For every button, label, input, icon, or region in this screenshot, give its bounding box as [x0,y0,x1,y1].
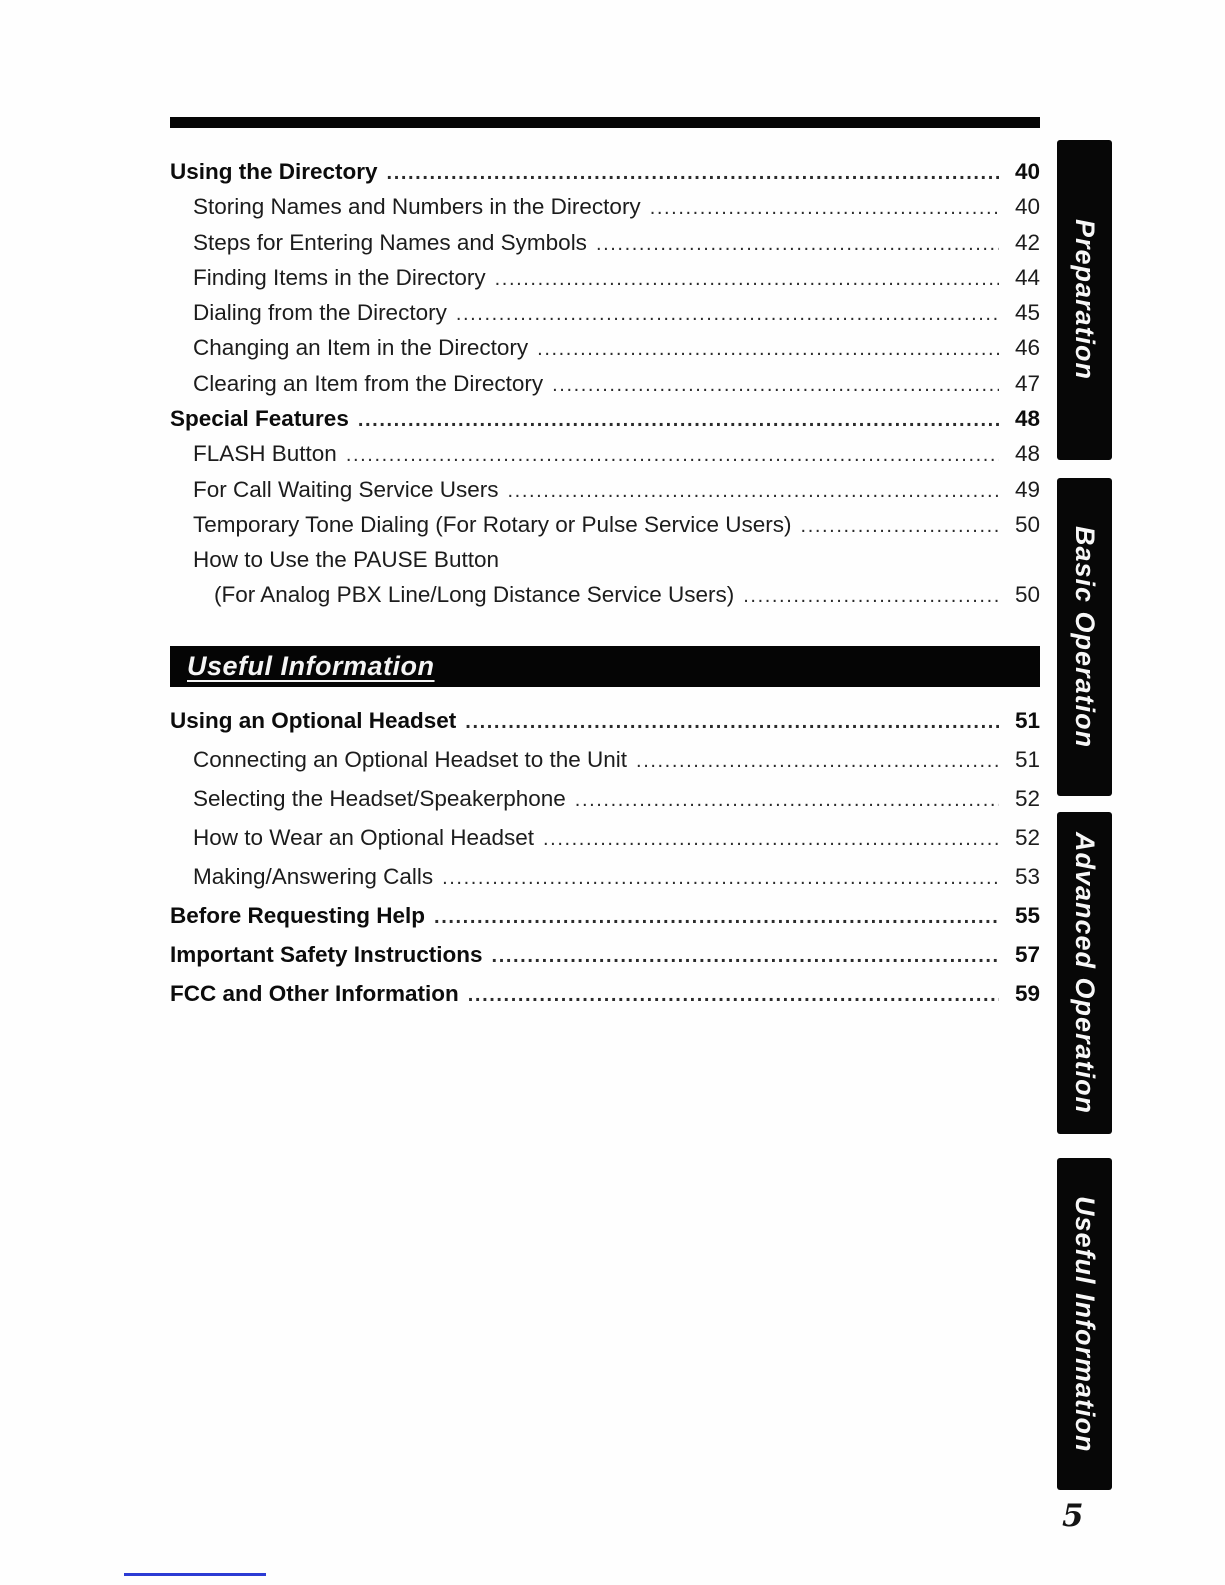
toc-entry-title: Making/Answering Calls [193,863,434,889]
toc-entry [170,261,1040,296]
dot-leader [495,262,999,296]
toc-entry [170,819,1040,858]
toc-entry-title: FCC and Other Information [170,980,459,1006]
dot-leader [596,227,999,261]
dot-leader [468,977,999,1014]
toc-entry-title: Changing an Item in the Directory [193,335,529,361]
dot-leader [650,191,999,225]
side-tab-useful-information [1057,1158,1112,1490]
toc-entry-title: Before Requesting Help [170,902,426,928]
side-tab-preparation [1057,140,1112,460]
dot-leader [801,509,999,543]
toc-entry-title: Finding Items in the Directory [193,264,486,290]
toc-entry-page: 42 [1014,229,1040,255]
side-tab-label: Useful Information [1070,1195,1100,1453]
toc-entry [170,741,1040,780]
dot-leader [636,743,999,780]
toc-entry-title: Using the Directory [170,159,378,184]
toc-entry-page: 59 [1014,980,1040,1006]
toc-entry [170,543,1040,577]
dot-leader [346,438,999,472]
side-tab-label: Preparation [1070,219,1100,381]
toc-entry-page: 50 [1014,511,1040,537]
toc-entry-page: 52 [1014,824,1040,850]
top-divider-rule [170,117,1040,128]
toc-entry-page: 48 [1014,406,1040,432]
toc-entry-title: Clearing an Item from the Directory [193,370,544,396]
toc-entry-title: How to Use the PAUSE Button [193,547,499,573]
toc-section-useful-information [170,702,1040,1014]
toc-entry [170,402,1040,437]
toc-entry [170,780,1040,819]
toc-entry-page: 47 [1014,370,1040,396]
dot-leader [743,579,999,613]
toc-entry-title: Steps for Entering Names and Symbols [193,229,587,255]
page-number: 5 [1062,1498,1084,1534]
dot-leader [552,368,999,402]
side-tab-label: Advanced Operation [1070,831,1100,1115]
dot-leader [358,403,999,437]
toc-entry-title: Important Safety Instructions [170,941,483,967]
toc-entry-title: FLASH Button [193,441,337,467]
toc-entry [170,702,1040,741]
toc-entry-page: 49 [1014,476,1040,502]
toc-entry-page: 51 [1014,746,1040,772]
toc-entry-page: 40 [1014,159,1040,184]
dot-leader [543,821,999,858]
section-banner-useful-information [170,646,1040,687]
dot-leader [492,938,999,975]
dot-leader [434,899,999,936]
toc-entry-page: 45 [1014,300,1040,326]
toc-content-column [170,0,1040,1014]
toc-entry-page: 44 [1014,264,1040,290]
dot-leader [442,860,999,897]
toc-entry [170,437,1040,472]
toc-entry-title: Storing Names and Numbers in the Directory [193,194,641,220]
toc-entry-title: Dialing from the Directory [193,300,447,326]
toc-entry-title: (For Analog PBX Line/Long Distance Service Users) [214,581,735,607]
toc-entry-title: Connecting an Optional Headset to the Unit [193,746,628,772]
toc-entry-page: 50 [1014,581,1040,607]
toc-entry [170,296,1040,331]
toc-entry-page: 40 [1014,194,1040,220]
dot-leader [387,156,999,190]
toc-entry-page: 51 [1014,707,1040,733]
toc-entry-title: Using an Optional Headset [170,707,457,733]
toc-entry-page: 46 [1014,335,1040,361]
toc-entry [170,367,1040,402]
toc-entry [170,473,1040,508]
side-tab-label: Basic Operation [1070,525,1100,749]
toc-entry [170,578,1040,613]
side-tab-basic-operation [1057,478,1112,796]
dot-leader [465,704,999,741]
toc-entry-page: 53 [1014,863,1040,889]
toc-entry-title: Special Features [170,406,349,432]
toc-entry [170,975,1040,1014]
toc-entry-page: 52 [1014,785,1040,811]
toc-entry-title: Temporary Tone Dialing (For Rotary or Pulse Service Users) [193,511,792,537]
toc-entry [170,226,1040,261]
toc-entry-title: Selecting the Headset/Speakerphone [193,785,566,811]
toc-entry-page: 57 [1014,941,1040,967]
side-tab-advanced-operation [1057,812,1112,1134]
toc-section-continued [170,155,1040,613]
toc-entry [170,936,1040,975]
dot-leader [456,297,999,331]
toc-entry [170,858,1040,897]
toc-entry [170,508,1040,543]
toc-entry [170,155,1040,190]
toc-entry [170,331,1040,366]
dot-leader [575,782,999,819]
toc-entry [170,897,1040,936]
toc-entry [170,190,1040,225]
scan-artifact-blue-line [124,1573,266,1576]
dot-leader [537,332,999,366]
toc-entry-page: 48 [1014,441,1040,467]
section-banner-label: Useful Information [187,650,435,681]
toc-entry-title: How to Wear an Optional Headset [193,824,535,850]
toc-entry-page: 55 [1014,902,1040,928]
dot-leader [508,474,1000,508]
toc-entry-title: For Call Waiting Service Users [193,476,499,502]
